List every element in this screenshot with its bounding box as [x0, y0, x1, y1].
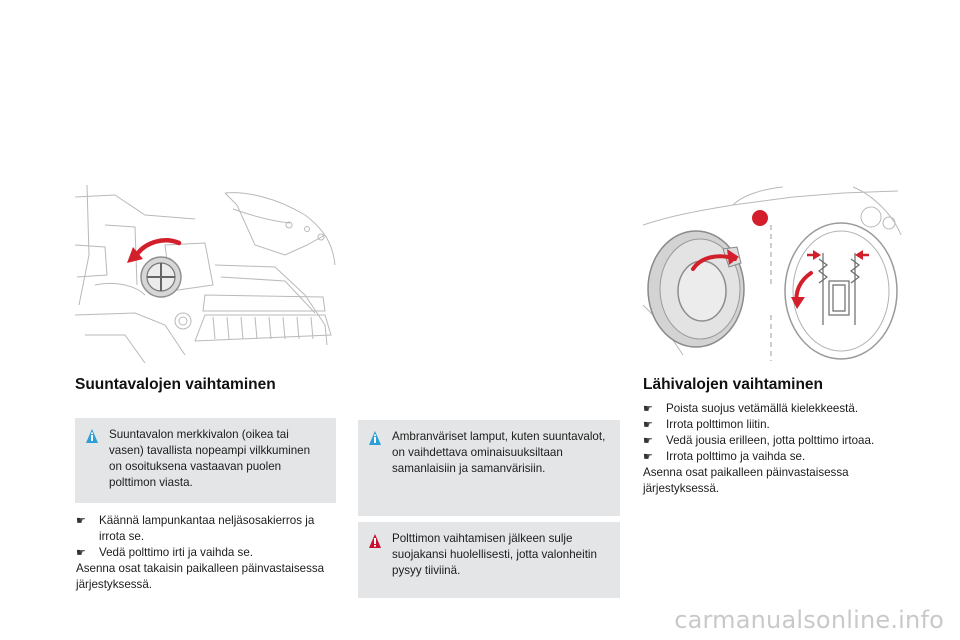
turn-signal-bulb-illustration — [75, 185, 337, 363]
reassembly-note: Asenna osat paikalleen päinvastaisessa järjestyksessä. — [643, 466, 849, 495]
seal-warning-text: Polttimon vaihtamisen jälkeen sulje suojakansi huolellisesti, jotta valonheitin pysyy tiiviinä. — [392, 532, 597, 577]
turn-signal-info-text: Suuntavalon merkkivalon (oikea tai vasen) tavallista nopeampi vilkkuminen on osoituksena vastaavan puolen polttimon viasta. — [109, 428, 311, 489]
list-item — [76, 545, 338, 561]
step-text: Irrota polttimo ja vaihda se. — [666, 450, 806, 463]
list-bullet-icon: ☛ — [643, 418, 653, 431]
turn-signal-steps — [76, 513, 338, 593]
list-bullet-icon: ☛ — [643, 450, 653, 463]
reassembly-note: Asenna osat takaisin paikalleen päinvastaisessa järjestyksessä. — [76, 562, 325, 591]
seal-warning-box — [358, 522, 620, 598]
list-bullet-icon: ☛ — [643, 402, 653, 415]
step-text: Vedä jousia erilleen, jotta polttimo irtoaa. — [666, 434, 875, 447]
info-icon — [368, 430, 382, 446]
site-watermark: carmanualsonline.info — [674, 606, 944, 634]
dipped-beam-heading: Lähivalojen vaihtaminen — [643, 376, 824, 393]
list-item — [643, 401, 913, 417]
list-item — [76, 513, 338, 545]
turn-signal-info-box — [75, 418, 336, 503]
list-item — [643, 417, 913, 433]
step-text: Poista suojus vetämällä kielekkeestä. — [666, 402, 859, 415]
amber-bulbs-info-text: Ambranväriset lamput, kuten suuntavalot, on vaihdettava ominaisuuksiltaan samanlaisiin ja samanvärisiin. — [392, 430, 606, 475]
list-bullet-icon: ☛ — [76, 546, 86, 559]
list-bullet-icon: ☛ — [643, 434, 653, 447]
warning-icon — [368, 533, 382, 549]
dipped-beam-steps — [643, 401, 913, 497]
step-text: Käännä lampunkantaa neljäsosakierros ja irrota se. — [99, 514, 315, 543]
dipped-beam-bulb-illustration — [643, 185, 905, 363]
amber-bulbs-info-box — [358, 420, 620, 516]
info-icon — [85, 428, 99, 444]
list-bullet-icon: ☛ — [76, 514, 86, 527]
step-text: Irrota polttimon liitin. — [666, 418, 770, 431]
turn-signal-heading: Suuntavalojen vaihtaminen — [75, 376, 276, 393]
list-item — [643, 433, 913, 449]
step-text: Vedä polttimo irti ja vaihda se. — [99, 546, 254, 559]
list-item — [643, 449, 913, 465]
